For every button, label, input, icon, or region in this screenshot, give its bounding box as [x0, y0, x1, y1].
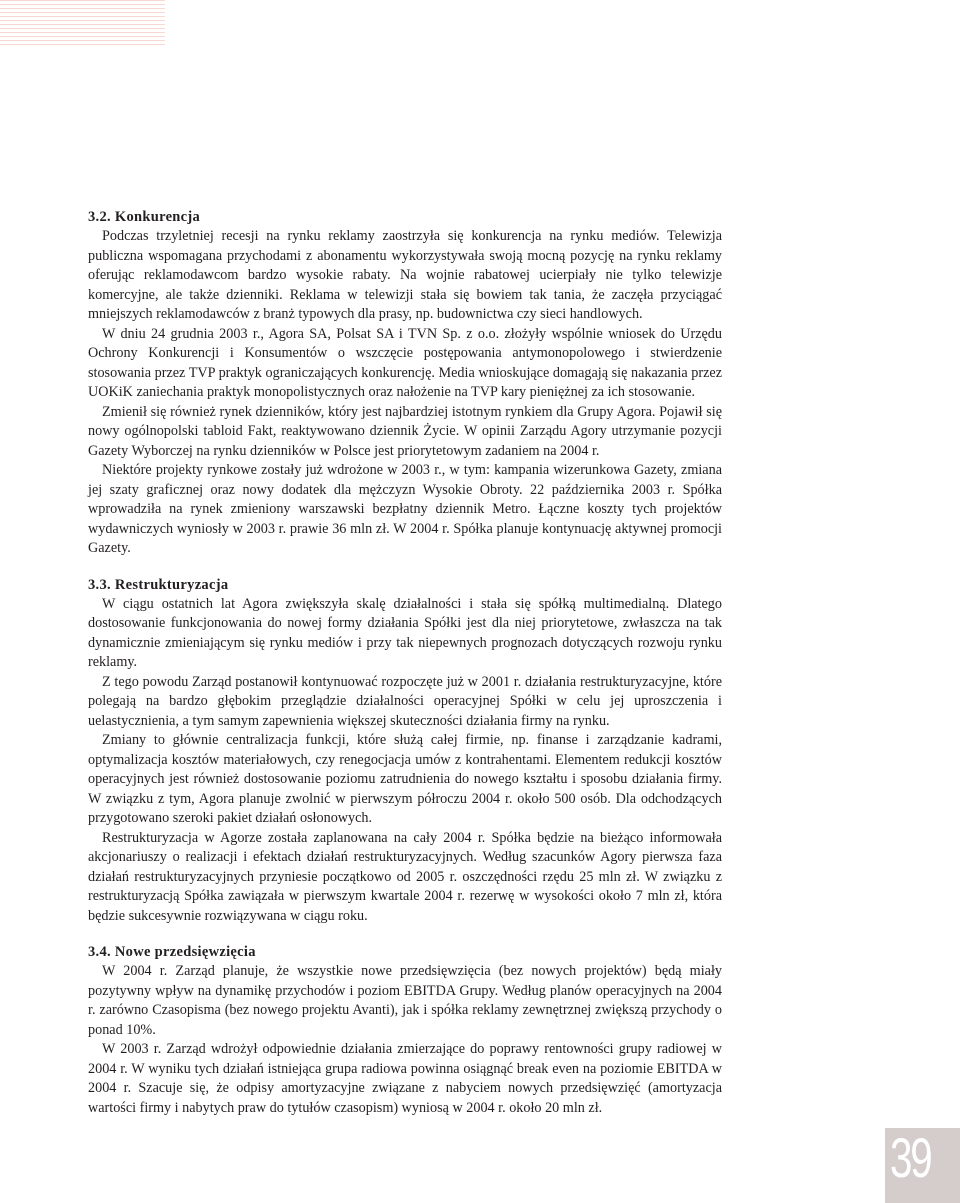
- paragraph: Podczas trzyletniej recesji na rynku reklamy zaostrzyła się konkurencja na rynku mediów. Telewizja publiczna wspomagana przychodami z abonamentu wykorzystywała swoją mocną pozycję na rynku reklamy oferując reklamodawcom bardzo wysokie rabaty. Na wojnie rabatowej ucierpiały nie tylko telewizje komercyjne, ale także dzienniki. Reklama w telewizji stała się bowiem tak tania, że zaczęła przyciągać mniejszych reklamodawców z branż typowych dla prasy, np. budownictwa czy sieci handlowych.: [88, 228, 722, 322]
- corner-decoration: [0, 0, 165, 48]
- page-number: 39: [890, 1126, 931, 1189]
- section-heading: 3.2. Konkurencja: [88, 209, 201, 225]
- paragraph: W dniu 24 grudnia 2003 r., Agora SA, Polsat SA i TVN Sp. z o.o. złożyły wspólnie wniosek do Urzędu Ochrony Konkurencji i Konsumentów o wszczęcie postępowania antymonopolowego i stwierdzenie stosowania przez TVP praktyk ograniczających konkurencję. Media wnioskujące domagają się nakazania przez UOKiK zaniechania praktyk monopolistycznych oraz nałożenie na TVP kary pieniężnej za ich stosowanie.: [88, 325, 722, 400]
- section-nowe-przedsiewziecia: [88, 942, 722, 1118]
- paragraph: Restrukturyzacja w Agorze została zaplanowana na cały 2004 r. Spółka będzie na bieżąco informowała akcjonariuszy o realizacji i efektach działań restrukturyzacyjnych. Według szacunków Agory pierwsza faza działań restrukturyzacyjnych przyniesie początkowo od 2005 r. oszczędności rzędu 25 mln zł. W związku z restrukturyzacją Spółka zawiązała w pierwszym kwartale 2004 r. rezerwę w wysokości około 7 mln zł, która będzie sukcesywnie rozwiązywana w ciągu roku.: [88, 829, 722, 924]
- page-content: [88, 207, 722, 1134]
- paragraph: Niektóre projekty rynkowe zostały już wdrożone w 2003 r., w tym: kampania wizerunkowa Gazety, zmiana jej szaty graficznej oraz nowy dodatek dla mężczyzn Wysokie Obroty. 22 października 2003 r. Spółka wprowadziła na rynek zmieniony warszawski bezpłatny dziennik Metro. Łączne koszty tych projektów wydawniczych wyniosły w 2003 r. prawie 36 mln zł. W 2004 r. Spółka planuje kontynuację aktywnej promocji Gazety.: [88, 462, 722, 556]
- section-heading: 3.4. Nowe przedsięwzięcia: [88, 944, 256, 960]
- section-heading: 3.3. Restrukturyzacja: [88, 576, 229, 593]
- paragraph: W 2003 r. Zarząd wdrożył odpowiednie działania zmierzające do poprawy rentowności grupy radiowej w 2004 r. W wyniku tych działań istniejąca grupa radiowa powinna osiągnąć break even na poziomie EBITDA w 2004 r. Szacuje się, że odpisy amortyzacyjne związane z nabyciem nowych przedsięwzięć (amortyzacja wartości firmy i nabytych praw do tytułów czasopism) wyniosą w 2004 r. około 20 mln zł.: [88, 1041, 722, 1116]
- section-konkurencja: [88, 207, 722, 559]
- paragraph: Z tego powodu Zarząd postanowił kontynuować rozpoczęte już w 2001 r. działania restrukturyzacyjne, które polegają na bardzo głębokim przeglądzie działalności operacyjnej Spółki w celu jej uproszczenia i uelastycznienia, a tym samym zapewnienia większej skuteczności działania firmy na rynku.: [88, 673, 722, 729]
- paragraph: W ciągu ostatnich lat Agora zwiększyła skalę działalności i stała się spółką multimedialną. Dlatego dostosowanie funkcjonowania do nowej formy działania Spółki jest dla niej priorytetowe, zwłaszcza na tak dynamicznie zmieniającym się rynku mediów i przy tak niepewnych prognozach dotyczących rozwoju rynku reklamy.: [88, 595, 722, 670]
- section-restrukturyzacja: [88, 575, 722, 927]
- paragraph: Zmiany to głównie centralizacja funkcji, które służą całej firmie, np. finanse i zarządzanie kadrami, optymalizacja kosztów materiałowych, czy renegocjacja umów z kontrahentami. Elementem redukcji kosztów operacyjnych jest również dostosowanie poziomu zatrudnienia do nowego kształtu i sposobu działania firmy. W związku z tym, Agora planuje zwolnić w pierwszym półroczu 2004 r. około 500 osób. Dla odchodzących przygotowano szeroki pakiet działań osłonowych.: [88, 732, 722, 826]
- paragraph: W 2004 r. Zarząd planuje, że wszystkie nowe przedsięwzięcia (bez nowych projektów) będą miały pozytywny wpływ na dynamikę przychodów i poziom EBITDA Grupy. Według planów operacyjnych na 2004 r. zarówno Czasopisma (bez nowego projektu Avanti), jak i spółka reklamy zewnętrznej zwiększą przychody o ponad 10%.: [88, 963, 722, 1038]
- paragraph: Zmienił się również rynek dzienników, który jest najbardziej istotnym rynkiem dla Grupy Agora. Pojawił się nowy ogólnopolski tabloid Fakt, reaktywowano dziennik Życie. W opinii Zarządu Agory utrzymanie pozycji Gazety Wyborczej na rynku dzienników w Polsce jest priorytetowym zadaniem na 2004 r.: [88, 403, 722, 459]
